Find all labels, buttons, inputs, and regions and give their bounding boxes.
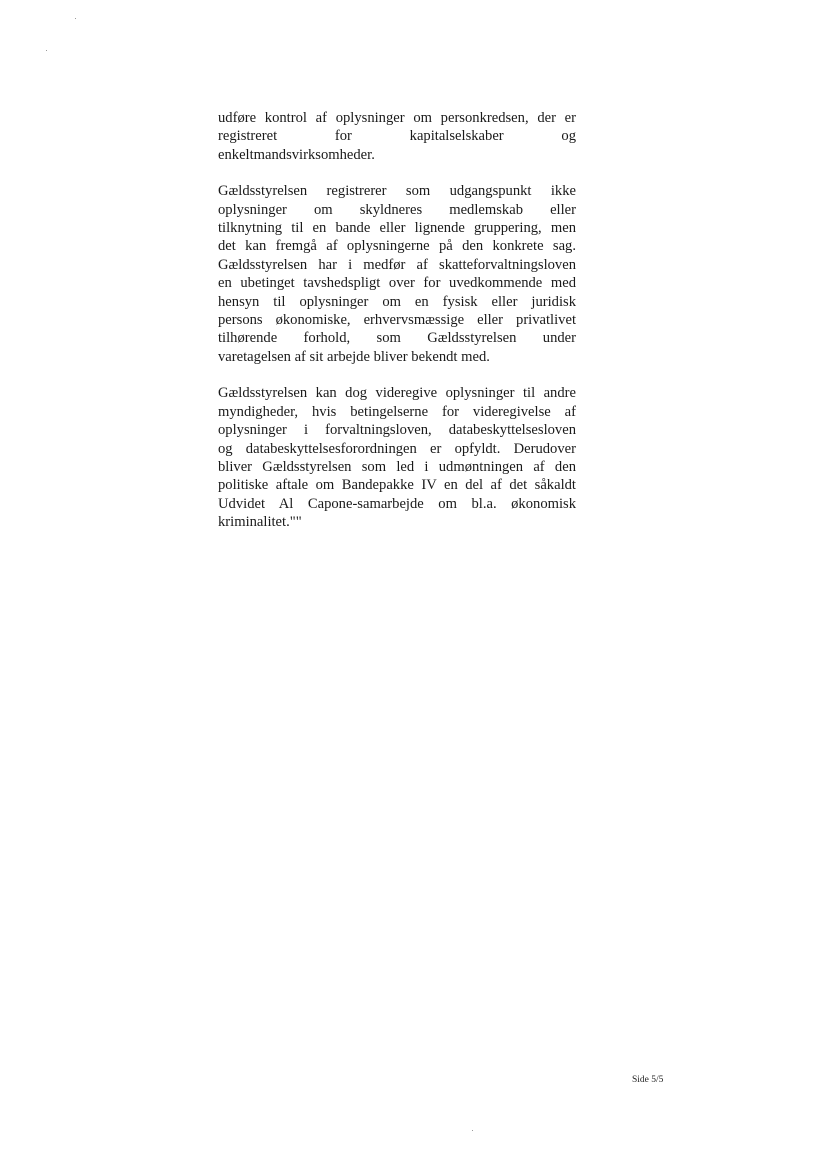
text-line: persons økonomiske, erhvervsmæssige eller privatlivet [218,312,576,329]
text-line: udføre kontrol af oplysninger om personkredsen, der er [218,110,576,126]
text-line: politiske aftale om Bandepakke IV en del af det såkaldt [218,477,576,494]
text-line: bliver Gældsstyrelsen som led i udmøntningen af den [218,458,576,475]
text-line: det kan fremgå af oplysningerne på den konkrete sag. [218,238,576,255]
text-line: Udvidet Al Capone-samarbejde om bl.a. økonomisk [218,495,576,512]
text-line: varetagelsen af sit arbejde bliver bekendt med. [218,348,490,365]
text-line: en ubetinget tavshedspligt over for uvedkommende med [218,275,576,292]
scan-speck [46,50,47,51]
page-number: Side 5/5 [632,1075,664,1085]
scan-speck [75,18,76,19]
text-line: Gældsstyrelsen har i medfør af skatteforvaltningsloven [218,256,576,273]
text-line: tilhørende forhold, som Gældsstyrelsen under [218,330,576,347]
text-line: Gældsstyrelsen registrerer som udgangspunkt ikke [218,183,576,200]
text-line: tilknytning til en bande eller lignende gruppering, men [218,220,576,237]
text-line: registreret for kapitalselskaber og [218,128,576,145]
text-line: og databeskyttelsesforordningen er opfyldt. Derudover [218,440,576,457]
scan-speck [472,1130,473,1131]
text-line: oplysninger om skyldneres medlemskab eller [218,201,576,218]
document-body [218,109,576,532]
text-line: enkeltmandsvirksomheder. [218,146,375,163]
paragraph-1 [218,109,576,164]
text-line: hensyn til oplysninger om en fysisk eller juridisk [218,293,576,310]
text-line: oplysninger i forvaltningsloven, databeskyttelsesloven [218,422,576,439]
text-line: kriminalitet."" [218,514,302,531]
text-line: Gældsstyrelsen kan dog videregive oplysninger til andre [218,385,576,402]
paragraph-2 [218,182,576,366]
paragraph-3 [218,384,576,531]
text-line: myndigheder, hvis betingelserne for videregivelse af [218,403,576,420]
